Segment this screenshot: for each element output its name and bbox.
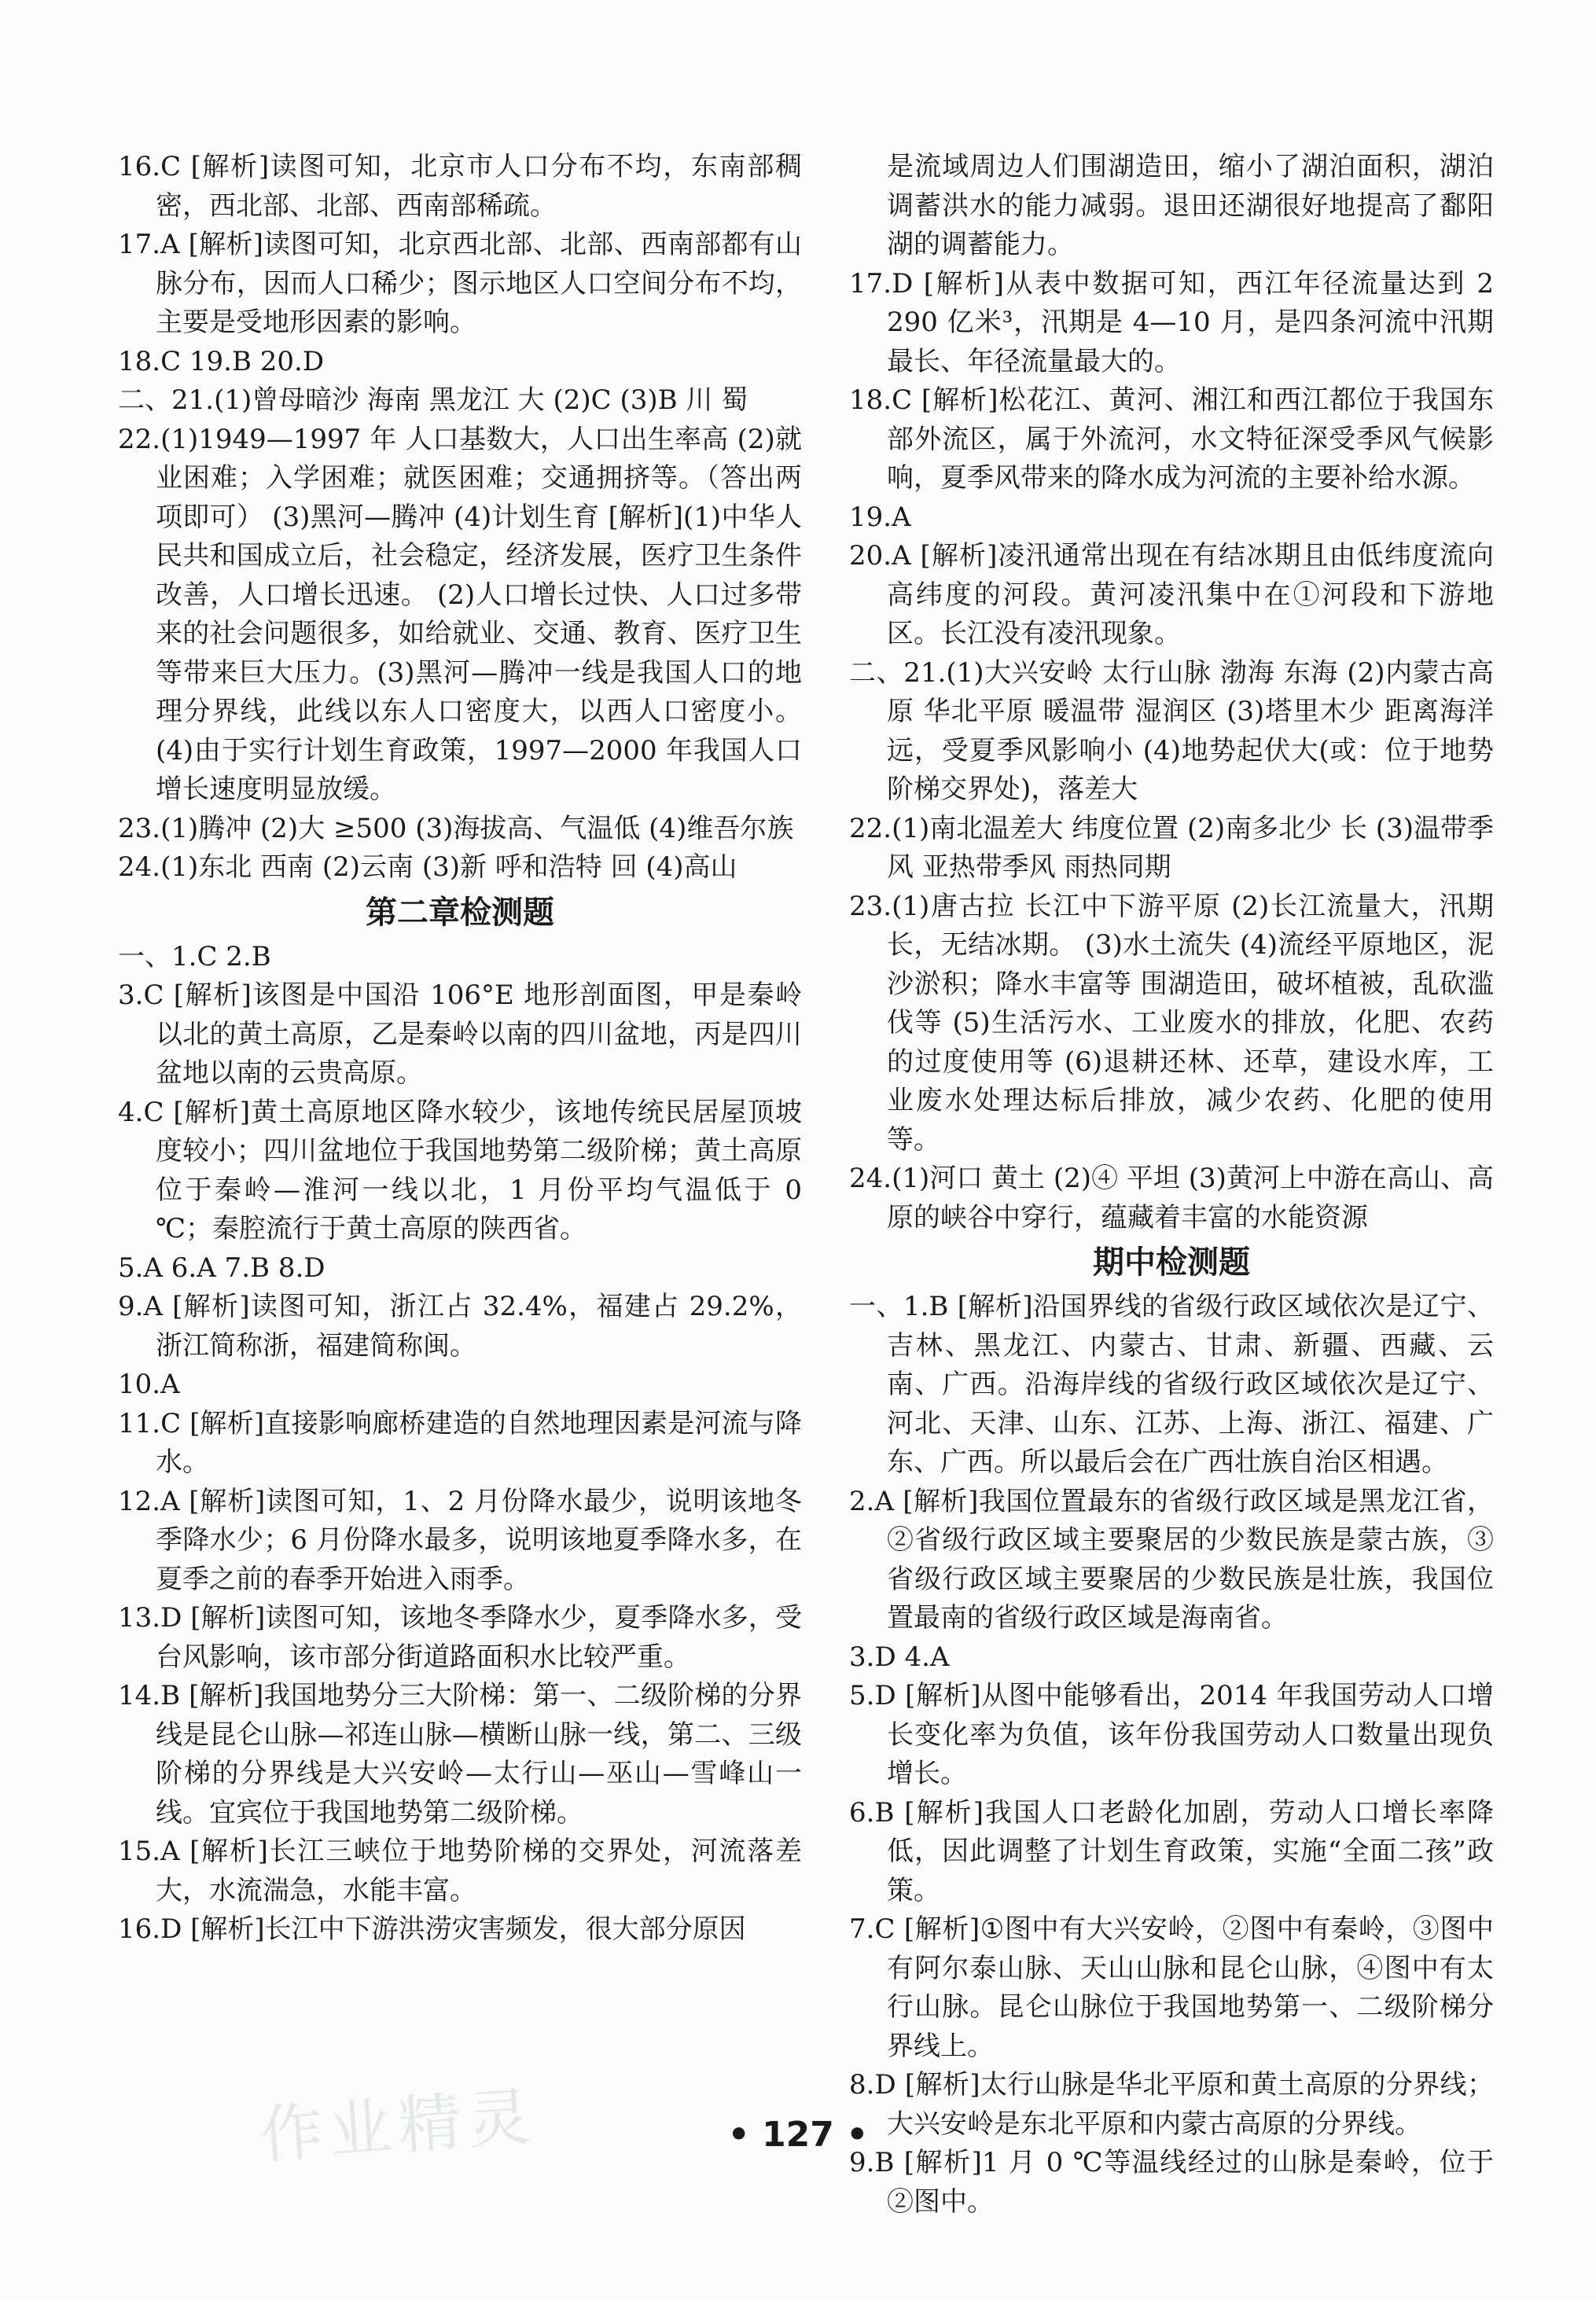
answer-item: 9.B [解析]1 月 0 ℃等温线经过的山脉是秦岭，位于②图中。 — [849, 2147, 1494, 2218]
page-number: • 127 • — [727, 2115, 869, 2155]
answer-item: 一、1.B [解析]沿国界线的省级行政区域依次是辽宁、吉林、黑龙江、内蒙古、甘肃、新疆、西藏、云南、广西。沿海岸线的省级行政区域依次是辽宁、河北、天津、山东、江苏、上海、浙江、福建、广东、广西。所以最后会在广西壮族自治区相遇。 — [849, 1291, 1494, 1478]
answer-continuation: 是流域周边人们围湖造田，缩小了湖泊面积，湖泊调蓄洪水的能力减弱。退田还湖很好地提高了鄱阳湖的调蓄能力。 — [887, 151, 1494, 260]
answer-item: 3.D 4.A — [849, 1641, 950, 1673]
answer-item: 19.A — [849, 501, 911, 533]
answer-item: 10.A — [118, 1369, 180, 1400]
answer-item: 2.A [解析]我国位置最东的省级行政区域是黑龙江省，②省级行政区域主要聚居的少数民族是蒙古族，③省级行政区域主要聚居的少数民族是壮族，我国位置最南的省级行政区域是海南省。 — [849, 1485, 1494, 1634]
answer-item: 8.D [解析]太行山脉是华北平原和黄土高原的分界线；大兴安岭是东北平原和内蒙古高原的分界线。 — [849, 2069, 1494, 2140]
answer-item: 12.A [解析]读图可知，1、2 月份降水最少，说明该地冬季降水少；6 月份降水最多，说明该地夏季降水多，在夏季之前的春季开始进入雨季。 — [118, 1485, 802, 1595]
answer-item: 17.D [解析]从表中数据可知，西江年径流量达到 2 290 亿米³，汛期是 4—10 月，是四条河流中汛期最长、年径流量最大的。 — [849, 267, 1494, 377]
answer-item: 一、1.C 2.B — [118, 940, 271, 972]
answer-item: 23.(1)唐古拉 长江中下游平原 (2)长江流量大，汛期长，无结冰期。 (3)水土流失 (4)流经平原地区，泥沙淤积；降水丰富等 围湖造田，破坏植被，乱砍滥伐等 (5)生活污水、工业废水的排放，化肥、农药的过度使用等 (6)退耕还林、还草，建设水库，工业废水处理达标后排放，减少农药、化肥的使用等。 — [849, 890, 1494, 1156]
answer-item: 9.A [解析]读图可知，浙江占 32.4%，福建占 29.2%，浙江简称浙，福建简称闽。 — [118, 1291, 802, 1362]
answer-item: 18.C [解析]松花江、黄河、湘江和西江都位于我国东部外流区，属于外流河，水文特征深受季风气候影响，夏季风带来的降水成为河流的主要补给水源。 — [849, 384, 1494, 494]
answer-item: 17.A [解析]读图可知，北京西北部、北部、西南部都有山脉分布，因而人口稀少；图示地区人口空间分布不均，主要是受地形因素的影响。 — [118, 229, 802, 338]
answer-item: 22.(1)南北温差大 纬度位置 (2)南多北少 长 (3)温带季风 亚热带季风 雨热同期 — [849, 812, 1494, 883]
answer-item: 6.B [解析]我国人口老龄化加剧，劳动人口增长率降低，因此调整了计划生育政策，实施“全面二孩”政策。 — [849, 1796, 1494, 1906]
section-heading-midterm: 期中检测题 — [1093, 1244, 1250, 1281]
right-column — [849, 148, 1494, 2222]
watermark: 作业精灵 — [257, 2079, 539, 2173]
answer-item: 20.A [解析]凌汛通常出现在有结冰期且由低纬度流向高纬度的河段。黄河凌汛集中在①河段和下游地区。长江没有凌汛现象。 — [849, 540, 1494, 649]
answer-item: 16.D [解析]长江中下游洪涝灾害频发，很大部分原因 — [118, 1913, 746, 1945]
answer-item: 5.A 6.A 7.B 8.D — [118, 1252, 325, 1284]
answer-item: 23.(1)腾冲 (2)大 ≥500 (3)海拔高、气温低 (4)维吾尔族 — [118, 812, 794, 844]
section-heading-chapter2: 第二章检测题 — [366, 894, 554, 931]
left-column — [118, 148, 802, 1950]
answer-item: 二、21.(1)大兴安岭 太行山脉 渤海 东海 (2)内蒙古高原 华北平原 暖温带 湿润区 (3)塔里木少 距离海洋远，受夏季风影响小 (4)地势起伏大(或：位于地势阶梯交界处)，落差大 — [849, 656, 1494, 805]
answer-item: 24.(1)河口 黄土 (2)④ 平坦 (3)黄河上中游在高山、高原的峡谷中穿行，蕴藏着丰富的水能资源 — [849, 1163, 1494, 1233]
answer-item: 11.C [解析]直接影响廊桥建造的自然地理因素是河流与降水。 — [118, 1407, 802, 1478]
answer-item: 24.(1)东北 西南 (2)云南 (3)新 呼和浩特 回 (4)高山 — [118, 851, 737, 883]
answer-item: 15.A [解析]长江三峡位于地势阶梯的交界处，河流落差大，水流湍急，水能丰富。 — [118, 1836, 802, 1906]
answer-item: 13.D [解析]读图可知，该地冬季降水少，夏季降水多，受台风影响，该市部分街道路面积水比较严重。 — [118, 1602, 802, 1673]
answer-item: 22.(1)1949—1997 年 人口基数大，人口出生率高 (2)就业困难；入学困难；就医困难；交通拥挤等。（答出两项即可） (3)黑河—腾冲 (4)计划生育 [解析](1)中华人民共和国成立后，社会稳定，经济发展，医疗卫生条件改善，人口增长迅速。 (2)人口增长过快、人口过多带来的社会问题很多，如给就业、交通、教育、医疗卫生等带来巨大压力。(3)黑河—腾冲一线是我国人口的地理分界线，此线以东人口密度大，以西人口密度小。(4)由于实行计划生育政策，1997—2000 年我国人口增长速度明显放缓。 — [118, 423, 802, 805]
answer-item: 3.C [解析]该图是中国沿 106°E 地形剖面图，甲是秦岭以北的黄土高原，乙是秦岭以南的四川盆地，丙是四川盆地以南的云贵高原。 — [118, 980, 802, 1089]
answer-item: 5.D [解析]从图中能够看出，2014 年我国劳动人口增长变化率为负值，该年份我国劳动人口数量出现负增长。 — [849, 1680, 1494, 1789]
answer-item: 18.C 19.B 20.D — [118, 345, 325, 377]
answer-item: 14.B [解析]我国地势分三大阶梯：第一、二级阶梯的分界线是昆仑山脉—祁连山脉—横断山脉一线，第二、三级阶梯的分界线是大兴安岭—太行山—巫山—雪峰山一线。宜宾位于我国地势第二级阶梯。 — [118, 1680, 802, 1829]
answer-item: 16.C [解析]读图可知，北京市人口分布不均，东南部稠密，西北部、北部、西南部稀疏。 — [118, 151, 802, 222]
answer-item: 7.C [解析]①图中有大兴安岭，②图中有秦岭，③图中有阿尔泰山脉、天山山脉和昆仑山脉，④图中有太行山脉。昆仑山脉位于我国地势第一、二级阶梯分界线上。 — [849, 1913, 1494, 2062]
answer-item: 二、21.(1)曾母暗沙 海南 黑龙江 大 (2)C (3)B 川 蜀 — [118, 384, 748, 416]
answer-item: 4.C [解析]黄土高原地区降水较少，该地传统民居屋顶坡度较小；四川盆地位于我国地势第二级阶梯；黄土高原位于秦岭—淮河一线以北，1 月份平均气温低于 0 ℃；秦腔流行于黄土高原的陕西省。 — [118, 1096, 802, 1244]
